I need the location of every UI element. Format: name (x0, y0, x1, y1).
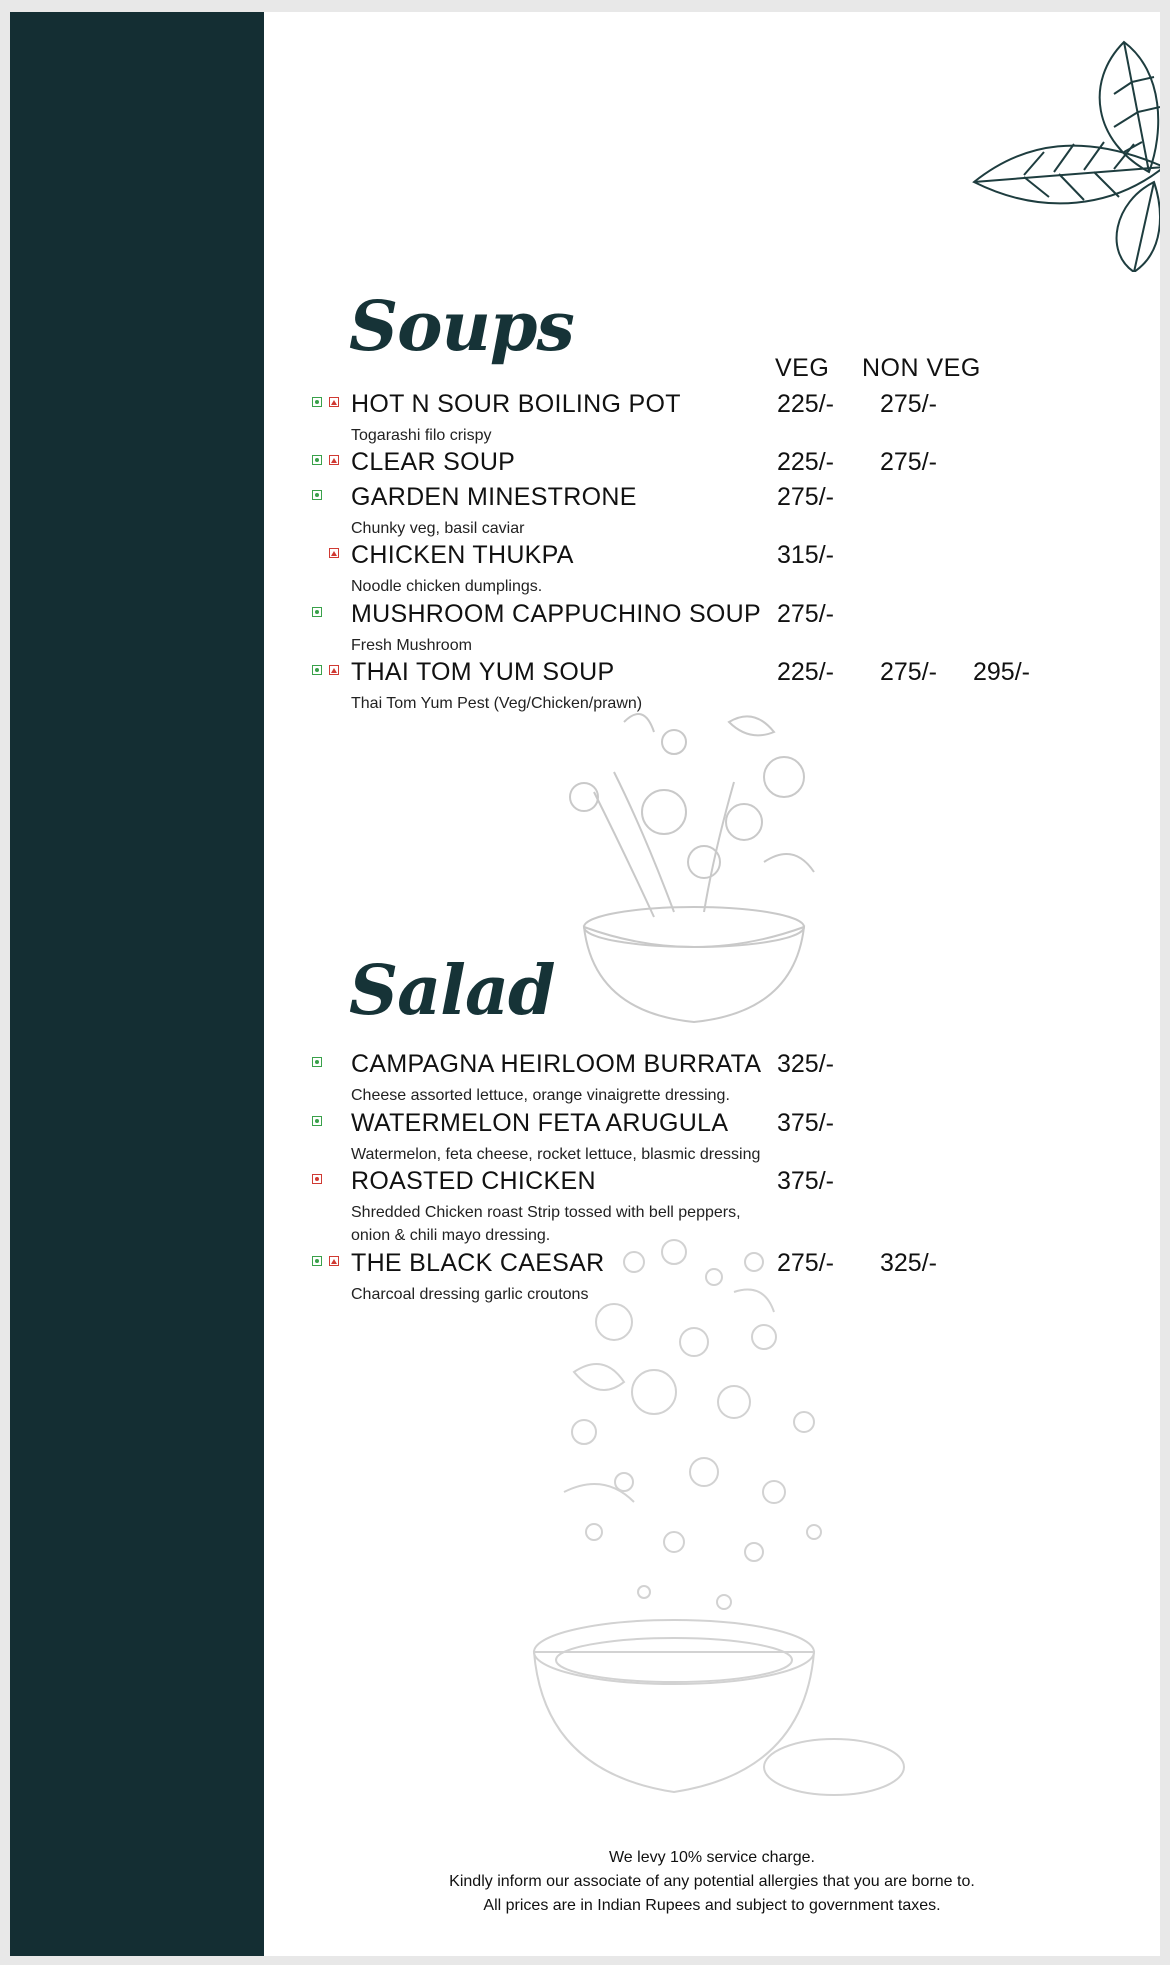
menu-item (264, 483, 1144, 537)
item-name: WATERMELON FETA ARUGULA (351, 1109, 729, 1137)
item-name: GARDEN MINESTRONE (351, 483, 637, 511)
item-price-veg: 275/- (777, 483, 834, 511)
veg-mark-icon (312, 397, 322, 407)
item-name: THE BLACK CAESAR (351, 1249, 605, 1277)
item-price-veg: 375/- (777, 1109, 834, 1137)
item-price-nonveg: 275/- (880, 390, 937, 418)
item-price-prawn: 295/- (973, 658, 1030, 686)
footer-allergy-note: Kindly inform our associate of any potential allergies that you are borne to. (449, 1873, 975, 1890)
section-title-salad: Salad (349, 951, 555, 1031)
item-price-nonveg: 325/- (880, 1249, 937, 1277)
item-name: HOT N SOUR BOILING POT (351, 390, 681, 418)
menu-content (264, 12, 1160, 1956)
item-name: ROASTED CHICKEN (351, 1167, 596, 1195)
item-description-line-1: Shredded Chicken roast Strip tossed with bell peppers, (351, 1204, 741, 1221)
item-name: CAMPAGNA HEIRLOOM BURRATA (351, 1050, 762, 1078)
veg-mark-icon (312, 607, 322, 617)
item-price-veg: 225/- (777, 658, 834, 686)
item-price-chicken: 275/- (880, 658, 937, 686)
item-description: Thai Tom Yum Pest (Veg/Chicken/prawn) (351, 695, 643, 712)
veg-mark-icon (312, 1057, 322, 1067)
veg-mark-icon (312, 665, 322, 675)
menu-item (264, 1109, 1144, 1163)
menu-item (264, 658, 1144, 712)
menu-item (264, 541, 1144, 595)
nonveg-mark-icon (329, 1256, 339, 1266)
nonveg-mark-icon (329, 455, 339, 465)
veg-mark-icon (312, 455, 322, 465)
leaf-illustration (964, 32, 1160, 272)
section-title-soups: Soups (349, 287, 574, 367)
column-header-veg: VEG (775, 354, 830, 382)
item-price-nonveg: 275/- (880, 448, 937, 476)
menu-item (264, 390, 1144, 444)
salad-bowl-illustration (514, 702, 874, 1042)
menu-item (264, 448, 1144, 478)
menu-item (264, 600, 1144, 654)
menu-item (264, 1050, 1144, 1104)
item-description: Fresh Mushroom (351, 637, 472, 654)
item-name: CHICKEN THUKPA (351, 541, 574, 569)
nonveg-mark-icon (312, 1174, 322, 1184)
veg-mark-icon (312, 490, 322, 500)
column-header-nonveg: NON VEG (862, 354, 981, 382)
nonveg-mark-icon (329, 665, 339, 675)
item-description-line-2: onion & chili mayo dressing. (351, 1227, 551, 1244)
item-name: THAI TOM YUM SOUP (351, 658, 615, 686)
veg-mark-icon (312, 1256, 322, 1266)
soup-bowl-illustration (504, 1232, 924, 1832)
item-price-nonveg: 375/- (777, 1167, 834, 1195)
item-price-veg: 325/- (777, 1050, 834, 1078)
nonveg-mark-icon (329, 397, 339, 407)
item-description: Watermelon, feta cheese, rocket lettuce, blasmic dressing (351, 1146, 761, 1163)
item-price-veg: 225/- (777, 448, 834, 476)
item-price-veg: 315/- (777, 541, 834, 569)
item-description: Cheese assorted lettuce, orange vinaigrette dressing. (351, 1087, 730, 1104)
nonveg-mark-icon (329, 548, 339, 558)
footer-service-charge: We levy 10% service charge. (608, 1849, 815, 1866)
item-description: Noodle chicken dumplings. (351, 578, 543, 595)
item-name: MUSHROOM CAPPUCHINO SOUP (351, 600, 762, 628)
menu-item (264, 1167, 1144, 1244)
item-description: Charcoal dressing garlic croutons (351, 1286, 589, 1303)
item-price-veg: 225/- (777, 390, 834, 418)
sidebar-panel (10, 12, 264, 1956)
item-price-veg: 275/- (777, 1249, 834, 1277)
veg-mark-icon (312, 1116, 322, 1126)
item-name: CLEAR SOUP (351, 448, 516, 476)
menu-page (10, 12, 1160, 1956)
item-price-veg: 275/- (777, 600, 834, 628)
item-description: Chunky veg, basil caviar (351, 520, 525, 537)
item-description: Togarashi filo crispy (351, 427, 492, 444)
menu-footer (264, 1846, 1160, 1918)
footer-price-note: All prices are in Indian Rupees and subject to government taxes. (483, 1897, 941, 1914)
